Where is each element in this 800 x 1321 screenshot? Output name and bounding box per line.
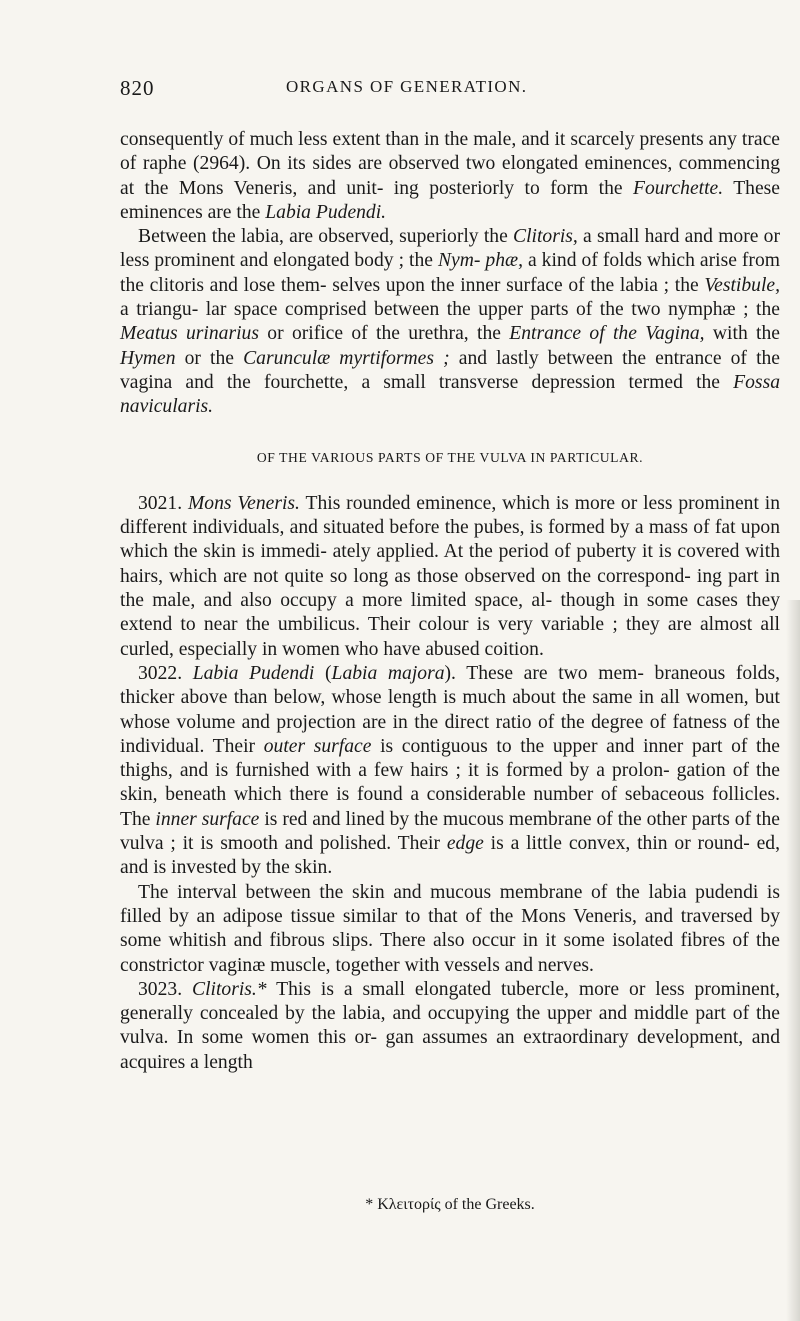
paragraph-interval: The interval between the skin and mucous membrane of the labia pudendi is filled by an adipose tissue similar to that of the Mons Veneris, and traversed by some whitish and fibrous slips. There also occur in it some isolated fibres of the constrictor vaginæ muscle, together with vessels and nerves. xyxy=(120,881,780,976)
paragraph-mons-veneris: 3021. Mons Veneris. This rounded eminence, which is more or less prominent in different individuals, and situated before the pubes, is formed by a mass of fat upon which the skin is immedi- ately applied. At the period of puberty it is covered with hairs, which are not quite so long as those observed on the correspond- ing part in the male, and also occupy a more limited space, al- though in some cases they extend to near the umbilicus. Their colour is very variable ; they are almost all curled, especially in women who have abused coition. xyxy=(120,492,781,660)
page-number: 820 xyxy=(120,76,155,100)
paragraph-labia-intro: consequently of much less extent than in the male, and it scarcely presents any trace of raphe (2964). On its sides are observed two elongated eminences, commencing at the Mons Veneris, and unit- ing posteriorly to form the Fourchette. These eminences are the Labia Pudendi. xyxy=(120,129,780,223)
footnote: * Κλειτορίς of the Greeks. xyxy=(365,1196,535,1213)
paragraph-between-labia: Between the labia, are observed, superiorly the Clitoris, a small hard and more or less prominent and elongated body ; the Nym- phæ, a kind of folds which arise from the clitoris and lose them- selves upon the inner surface of the labia ; the Vestibule, a triangu- lar space comprised between the upper parts of the two nymphæ ; the Meatus urinarius or orifice of the urethra, the Entrance of the Vagina, with the Hymen or the Carunculæ myrtiformes ; and lastly between the entrance of the vagina and the fourchette, a small transverse depression termed the Fossa navicularis. xyxy=(120,226,781,418)
body-text xyxy=(120,128,780,1075)
page-edge-shadow xyxy=(786,600,800,1321)
paragraph-clitoris: 3023. Clitoris.* This is a small elongated tubercle, more or less prominent, generally concealed by the labia, and occupying the upper and middle part of the vulva. In some women this or- gan assumes an extraordinary development, and acquires a length xyxy=(120,978,780,1073)
page-title: ORGANS OF GENERATION. xyxy=(286,77,528,96)
paragraph-labia-pudendi: 3022. Labia Pudendi (Labia majora). These are two mem- braneous folds, thicker above than below, whose length is much about the same in all women, but whose volume and projection are in the direct ratio of the degree of fatness of the individual. Their outer surface is contiguous to the upper and inner part of the thighs, and is furnished with a few hairs ; it is formed by a prolon- gation of the skin, beneath which there is found a considerable number of sebaceous follicles. The inner surface is red and lined by the mucous membrane of the other parts of the vulva ; it is smooth and polished. Their edge is a little convex, thin or round- ed, and is invested by the skin. xyxy=(120,662,781,879)
section-heading: OF THE VARIOUS PARTS OF THE VULVA IN PARTICULAR. xyxy=(256,449,644,465)
